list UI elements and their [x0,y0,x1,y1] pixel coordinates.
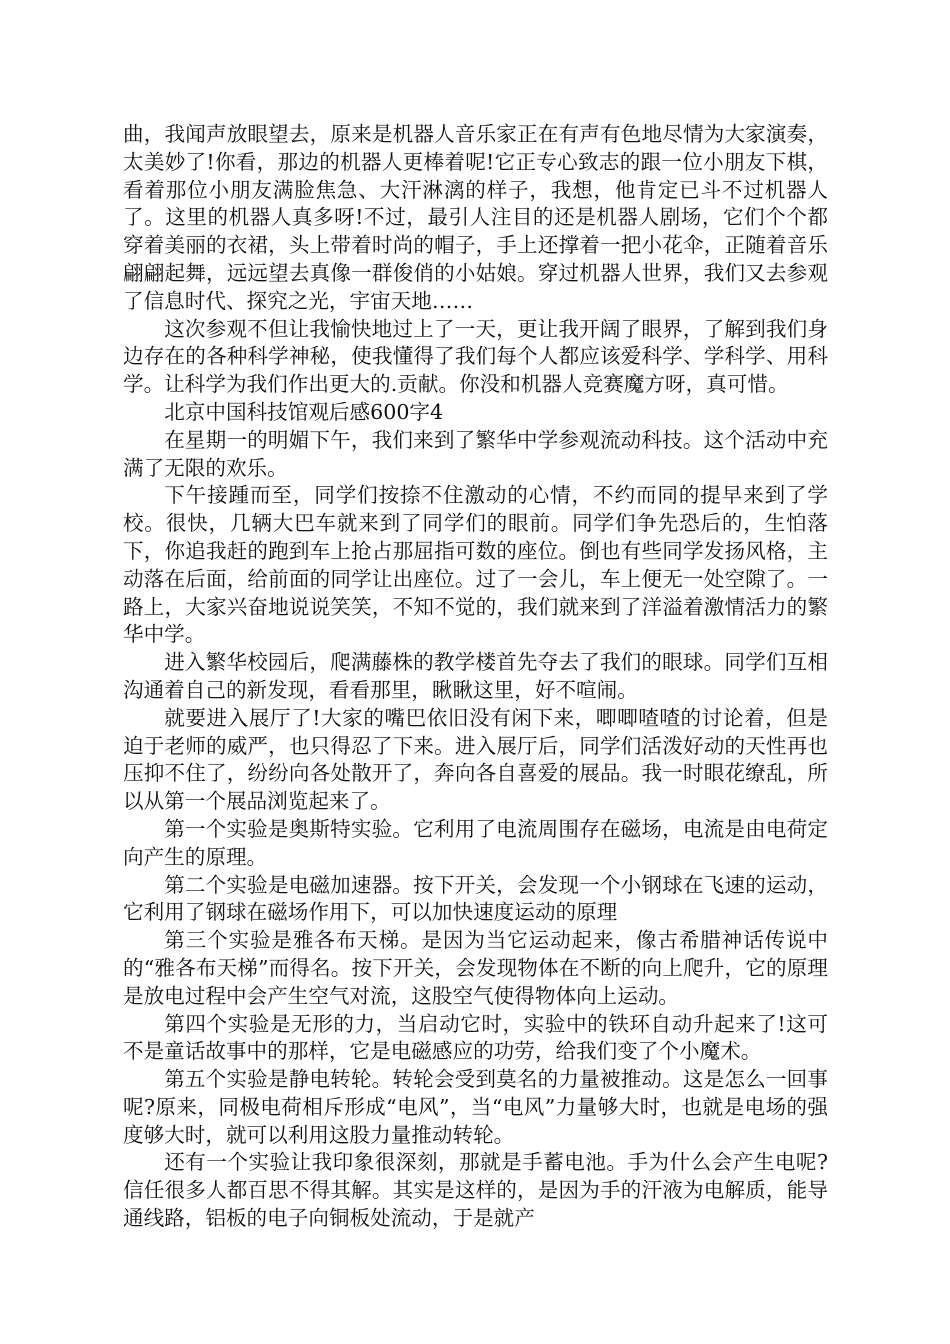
paragraph-conclusion: 这次参观不但让我愉快地过上了一天，更让我开阔了眼界，了解到我们身边存在的各种科学神秘，使我懂得了我们每个人都应该爱科学、学科学、用科学。让科学为我们作出更大的.贡献。你没和机器人竞赛魔方呀，真可惜。 [123,316,828,397]
paragraph-experiment-3: 第三个实验是雅各布天梯。是因为当它运动起来，像古希腊神话传说中的“雅各布天梯”而得名。按下开关，会发现物体在不断的向上爬升，它的原理是放电过程中会产生空气对流，这股空气使得物体向上运动。 [123,928,828,1008]
paragraph-experiment-1: 第一个实验是奥斯特实验。它利用了电流周围存在磁场，电流是由电荷定向产生的原理。 [123,816,828,869]
paragraph-campus: 进入繁华校园后，爬满藤株的教学楼首先夺去了我们的眼球。同学们互相沟通着自己的新发现，看看那里，瞅瞅这里，好不喧闹。 [123,650,828,702]
article-body [123,121,828,1233]
paragraph-experiment-2: 第二个实验是电磁加速器。按下开关，会发现一个小钢球在飞速的运动，它利用了钢球在磁场作用下，可以加快速度运动的原理 [123,872,828,925]
article-heading: 北京中国科技馆观后感600字4 [164,399,444,424]
paragraph-bus-trip: 下午接踵而至，同学们按捺不住激动的心情，不约而同的提早来到了学校。很快，几辆大巴车就来到了同学们的眼前。同学们争先恐后的，生怕落下，你追我赶的跑到车上抢占那屈指可数的座位。倒也有些同学发扬风格，主动落在后面，给前面的同学让出座位。过了一会儿，车上便无一处空隙了。一路上，大家兴奋地说说笑笑，不知不觉的，我们就来到了洋溢着激情活力的繁华中学。 [123,483,828,647]
paragraph-hand-battery: 还有一个实验让我印象很深刻，那就是手蓄电池。手为什么会产生电呢?信任很多人都百思不得其解。其实是这样的，是因为手的汗液为电解质，能导通线路，铝板的电子向铜板处流动，于是就产 [123,1150,828,1231]
paragraph-continued: 曲，我闻声放眼望去，原来是机器人音乐家正在有声有色地尽情为大家演奏，太美妙了!你看，那边的机器人更棒着呢!它正专心致志的跟一位小朋友下棋，看着那位小朋友满脸焦急、大汗淋漓的样子，我想，他肯定已斗不过机器人了。这里的机器人真多呀!不过，最引人注目的还是机器人剧场，它们个个都穿着美丽的衣裙，头上带着时尚的帽子，手上还撑着一把小花伞，正随着音乐翩翩起舞，远远望去真像一群俊俏的小姑娘。穿过机器人世界，我们又去参观了信息时代、探究之光，宇宙天地…… [123,122,828,313]
paragraph-experiment-5: 第五个实验是静电转轮。转轮会受到莫名的力量被推动。这是怎么一回事呢?原来，同极电荷相斥形成“电风”，当“电风”力量够大时，也就是电场的强度够大时，就可以利用这股力量推动转轮。 [123,1067,828,1147]
paragraph-intro: 在星期一的明媚下午，我们来到了繁华中学参观流动科技。这个活动中充满了无限的欢乐。 [123,427,828,480]
paragraph-experiment-4: 第四个实验是无形的力，当启动它时，实验中的铁环自动升起来了!这可不是童话故事中的那样，它是电磁感应的功劳，给我们变了个小魔术。 [123,1011,828,1064]
paragraph-exhibition-hall: 就要进入展厅了!大家的嘴巴依旧没有闲下来，唧唧喳喳的讨论着，但是迫于老师的威严，也只得忍了下来。进入展厅后，同学们活泼好动的天性再也压抑不住了，纷纷向各处散开了，奔向各自喜爱的展品。我一时眼花缭乱，所以从第一个展品浏览起来了。 [123,705,828,814]
